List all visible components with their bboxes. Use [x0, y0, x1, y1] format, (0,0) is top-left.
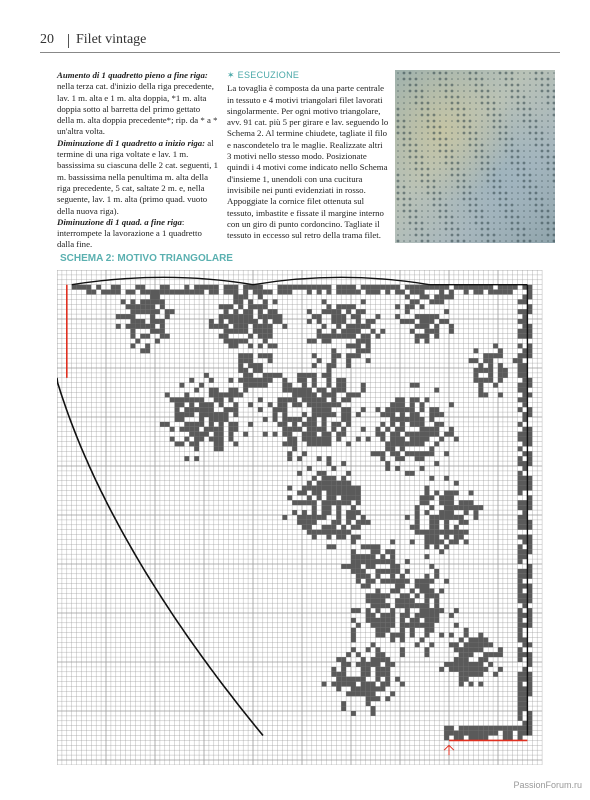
decrease-end-paragraph	[57, 217, 219, 251]
increase-paragraph	[57, 70, 219, 138]
lace-photo-pattern	[395, 70, 555, 243]
decrease-start-title: Diminuzione di 1 quadretto a inizio riga:	[57, 137, 206, 148]
magazine-title: Filet vintage	[76, 32, 147, 47]
decrease-end-title: Diminuzione di 1 quad. a fine riga	[57, 216, 182, 227]
star-icon: ✶	[227, 70, 235, 80]
page-header	[40, 32, 560, 52]
execution-heading	[227, 70, 389, 81]
decrease-start-paragraph	[57, 138, 219, 217]
decrease-end-body: : interrompete la lavorazione a 1 quadretto dalla fine.	[57, 216, 202, 250]
execution-body: La tovaglia è composta da una parte centrale in tessuto e 4 motivi triangolari filet lavorati singolarmente. Per ogni motivo triangolare, avv. 91 cat. più 5 per girare e lav. seguendo lo Schema 2. Al termine chiudete, tagliate il filo e nascondetelo tra le maglie. Realizzate altri 3 motivi nello stesso modo. Posizionate quindi i 4 motivi come indicato nello Schema d'insieme 1, unendoli con una cucitura invisibile nei punti evidenziati in rosso. Appoggiate la cornice filet ottenuta sul tessuto, imbastite e fissate il margine interno con un giro di punto cordoncino. Tagliate il tessuto in eccesso sul retro della trama filet.	[227, 83, 389, 241]
increase-title: Aumento di 1 quadretto pieno a fine riga:	[57, 70, 208, 80]
page-number: 20	[40, 32, 54, 47]
header-separator	[68, 34, 69, 48]
chart-top-edge	[72, 277, 528, 284]
lace-photo	[395, 70, 555, 243]
instructions-column	[57, 70, 219, 251]
increase-body: nella terza cat. d'inizio della riga precedente, lav. 1 m. alta e 1 m. alta doppia, *1 m. alta doppia sotto al barretta del primo gettato della m. alta doppia precedente*; rip. da * a * un'altra volta.	[57, 81, 218, 137]
header-rule	[40, 52, 560, 53]
execution-column	[227, 70, 389, 241]
filet-chart	[57, 270, 547, 765]
watermark: PassionForum.ru	[513, 780, 582, 790]
schema-title: SCHEMA 2: MOTIVO TRIANGOLARE	[60, 253, 233, 264]
execution-title: ESECUZIONE	[237, 70, 300, 80]
decrease-start-body: al termine di una riga voltate e lav. 1 m. bassissima su ciascuna delle 2 cat. seguenti, 1 m. bassissima nella penultima m. alta della riga precedente, 5 cat, saltate 2 m. e, nella seguente, lav. 1 m. alta (primo quad. vuoto della nuova riga).	[57, 137, 218, 216]
